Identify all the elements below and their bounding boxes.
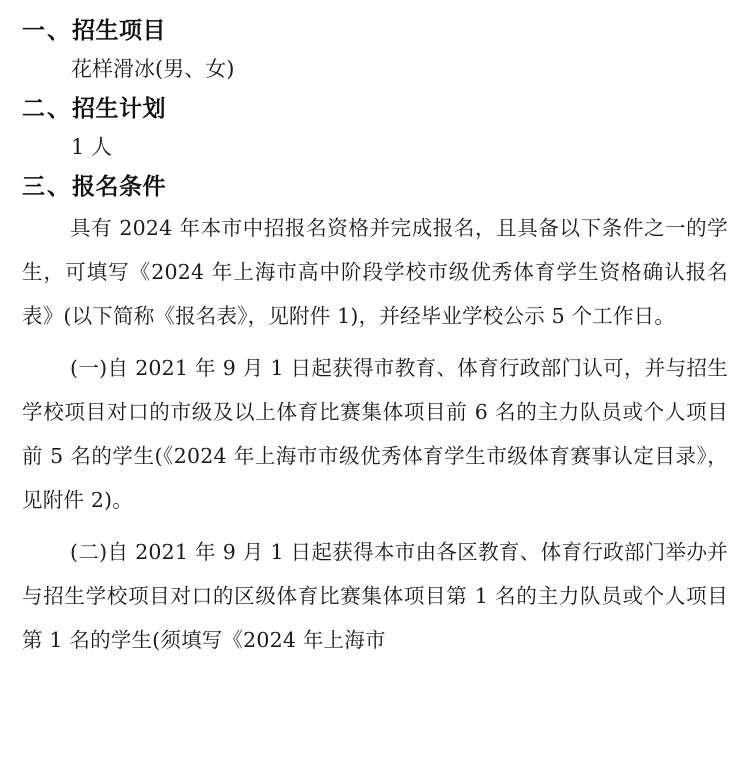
paragraph: (一)自 2021 年 9 月 1 日起获得市教育、体育行政部门认可，并与招生学校项目对口的市级及以上体育比赛集体项目前 6 名的主力队员或个人项目前 5 名的学生(《2024 年上海市市级优秀体育学生市级体育赛事认定目录》，见附件 2)。 <box>22 356 728 512</box>
section-title-1: 招生项目 <box>72 18 166 44</box>
section-heading-3 <box>22 170 728 204</box>
section-heading-2 <box>22 92 728 126</box>
section-title-2: 招生计划 <box>72 96 166 122</box>
paragraph-spacer <box>22 522 728 528</box>
paragraph-spacer <box>22 338 728 344</box>
section-title-3: 报名条件 <box>72 174 166 200</box>
section-number-2: 二、 <box>22 96 72 122</box>
section-2-content: 1 人 <box>71 135 113 159</box>
section-number-1: 一、 <box>22 18 72 44</box>
section-1-content: 花样滑冰(男、女) <box>71 57 235 81</box>
section-heading-1 <box>22 14 728 48</box>
paragraph: 具有 2024 年本市中招报名资格并完成报名，且具备以下条件之一的学生，可填写《2024 年上海市高中阶段学校市级优秀体育学生资格确认报名表》(以下简称《报名表》，见附件 1)，并经毕业学校公示 5 个工作日。 <box>22 216 728 328</box>
paragraph: (二)自 2021 年 9 月 1 日起获得本市由各区教育、体育行政部门举办并与招生学校项目对口的区级体育比赛集体项目第 1 名的主力队员或个人项目第 1 名的学生(须填写《2024 年上海市 <box>22 540 728 652</box>
section-number-3: 三、 <box>22 174 72 200</box>
